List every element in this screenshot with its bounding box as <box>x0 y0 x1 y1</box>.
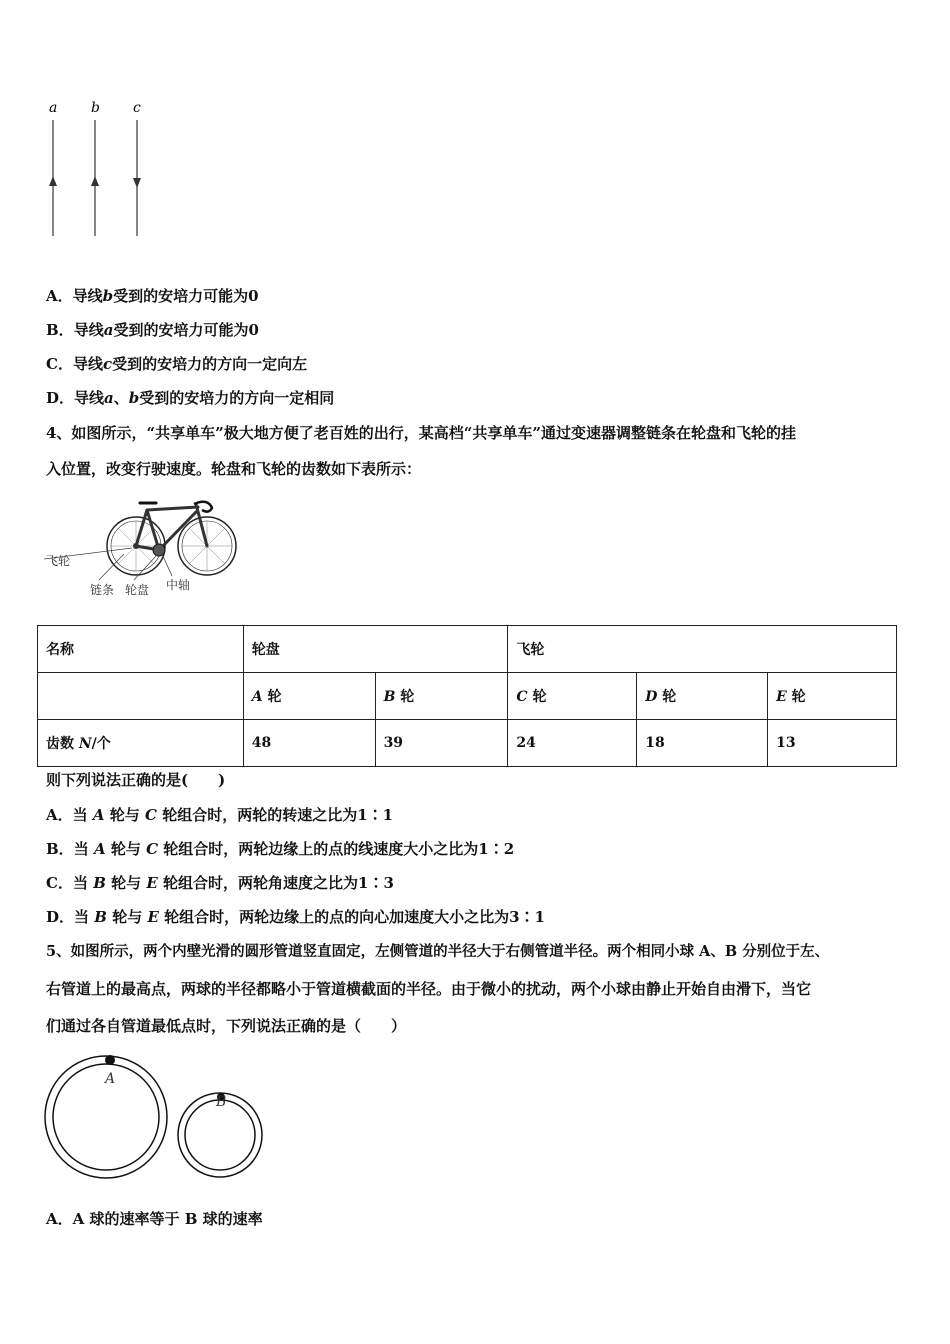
table-row <box>38 720 897 767</box>
table-cell: 24 <box>508 720 637 767</box>
wire-label-b: b <box>91 100 100 116</box>
wire-label-a: a <box>49 100 58 116</box>
q4-option-d[interactable]: D．当 B 轮与 E 轮组合时，两轮边缘上的点的向心加速度大小之比为3∶1 <box>46 908 545 926</box>
table-row <box>38 673 897 720</box>
table-cell: 13 <box>768 720 897 767</box>
ball-a <box>105 1055 115 1065</box>
q5-option-a[interactable]: A．A 球的速率等于 B 球的速率 <box>46 1210 263 1228</box>
table-cell-wheel-c: C 轮 <box>508 673 637 720</box>
q4-question: 则下列说法正确的是( ) <box>46 771 226 789</box>
right-tube-inner <box>185 1100 255 1170</box>
q4-option-a[interactable]: A．当 A 轮与 C 轮组合时，两轮的转速之比为1∶1 <box>46 806 394 824</box>
table-cell-teeth-label: 齿数 N/个 <box>38 720 244 767</box>
label-chain: 链条 <box>90 583 115 597</box>
ball-a-label: A <box>105 1071 116 1087</box>
wires-diagram <box>40 96 160 241</box>
label-axle: 中轴 <box>166 578 191 592</box>
q4-stem-line-1: 4、如图所示，“共享单车”极大地方便了老百姓的出行，某高档“共享单车”通过变速器调整链条在轮盘和飞轮的挂 <box>46 424 796 442</box>
q3-option-b[interactable]: B．导线a受到的安培力可能为0 <box>46 321 259 339</box>
q4-option-c[interactable]: C．当 B 轮与 E 轮组合时，两轮角速度之比为1∶3 <box>46 874 394 892</box>
table-header-flywheel: 飞轮 <box>508 626 897 673</box>
q5-stem-line-3: 们通过各自管道最低点时，下列说法正确的是（ ） <box>46 1017 407 1035</box>
tubes-figure <box>42 1048 272 1183</box>
table-cell: 48 <box>243 720 375 767</box>
table-cell: 18 <box>637 720 768 767</box>
label-chainring: 轮盘 <box>125 583 150 597</box>
table-cell <box>38 673 244 720</box>
q3-option-a[interactable]: A．导线b受到的安培力可能为0 <box>46 287 259 305</box>
arrow-up-b <box>91 176 99 186</box>
label-flywheel: 飞轮 <box>46 554 71 568</box>
tubes-diagram <box>42 1048 272 1183</box>
wires-figure <box>40 96 160 241</box>
q5-stem-line-2: 右管道上的最高点，两球的半径都略小于管道横截面的半径。由于微小的扰动，两个小球由静止开始自由滑下，当它 <box>46 980 812 998</box>
wire-label-c: c <box>133 100 141 116</box>
q3-option-d[interactable]: D．导线a、b受到的安培力的方向一定相同 <box>46 389 335 407</box>
table-cell-wheel-a: A 轮 <box>243 673 375 720</box>
q3-option-c[interactable]: C．导线c受到的安培力的方向一定向左 <box>46 355 308 373</box>
table-cell: 39 <box>375 720 508 767</box>
table-header-name: 名称 <box>38 626 244 673</box>
q4-stem-line-2: 入位置，改变行驶速度。轮盘和飞轮的齿数如下表所示： <box>46 460 422 478</box>
q4-option-b[interactable]: B．当 A 轮与 C 轮组合时，两轮边缘上的点的线速度大小之比为1∶2 <box>46 840 515 858</box>
table-header-chainring: 轮盘 <box>243 626 508 673</box>
arrow-up-a <box>49 176 57 186</box>
table-row <box>38 626 897 673</box>
table-cell-wheel-b: B 轮 <box>375 673 508 720</box>
gear-teeth-table <box>37 625 897 767</box>
arrow-down-c <box>133 178 141 188</box>
table-cell-wheel-e: E 轮 <box>768 673 897 720</box>
table-cell-wheel-d: D 轮 <box>637 673 768 720</box>
q5-stem-line-1: 5、如图所示，两个内壁光滑的圆形管道竖直固定，左侧管道的半径大于右侧管道半径。两个相同小球 A、B 分别位于左、 <box>46 943 830 960</box>
ball-b-label: B <box>216 1094 227 1110</box>
